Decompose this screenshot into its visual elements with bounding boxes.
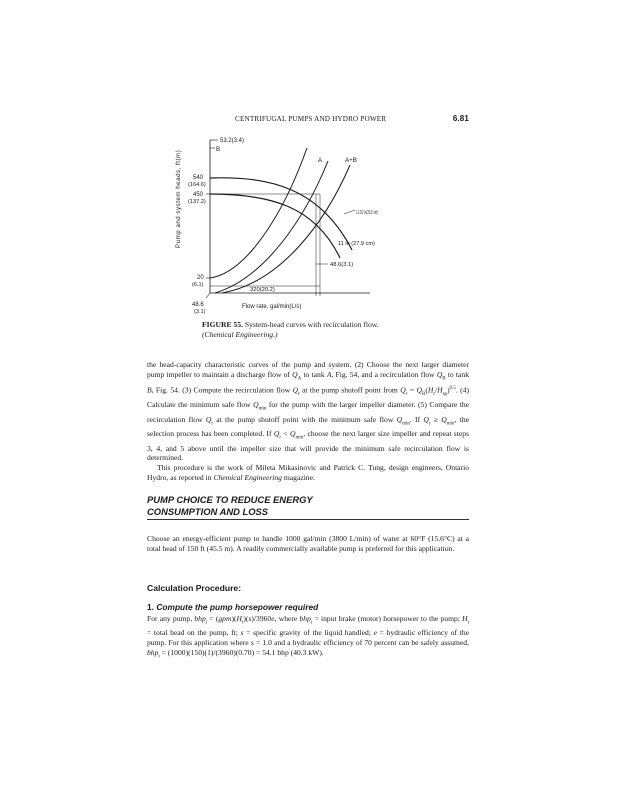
y-axis-label: Pump and system heads, ft(m): [175, 149, 182, 248]
section-heading: [147, 494, 469, 520]
paragraph-2: This procedure is the work of Mileta Mikasinovic and Patrick C. Tung, design engineers, Ontario Hydro, as reported in Chemical Engineering magazine.: [147, 463, 469, 483]
y-tick-540: 540: [193, 175, 204, 181]
y-tick-20-si: (6.1): [192, 282, 204, 288]
page-number: 6.81: [452, 114, 469, 123]
system-curve-ab: [222, 165, 350, 293]
y-tick-450: 450: [193, 192, 204, 198]
step-1-text: For any pump, $bhp_i = (gpm)(H_t)(s)/3960e$, where bhp$_i$ = input brake (motor) horsepower to the pump; $H_t$ = total head on the pump, ft; s = specific gravity of the liquid handled; e = hydraulic efficiency of the pump. For this application where s = 1.0 and a hydraulic efficiency of 70 percent can be safely assumed, bhp$_i$ = (1000)(150)(1)/(3960)(0.70) = 54.1 bhp (40.3 kW).: [147, 614, 470, 660]
figure-caption: [202, 320, 462, 340]
section-heading-line-2: CONSUMPTION AND LOSS: [147, 505, 269, 517]
pump-curve-small-impeller: [210, 194, 340, 258]
figure-label: FIGURE 55.: [202, 320, 243, 329]
y-tick-540-si: (164.6): [188, 182, 206, 188]
y-tick-486: 48.6: [192, 302, 204, 308]
top-head-label: 53.2(3.4): [220, 138, 245, 144]
x-axis-label: Flow rate, gal/min(L/s): [242, 304, 302, 310]
curve-label-ab: A+B: [345, 157, 357, 164]
calculation-heading: Calculation Procedure:: [147, 583, 242, 593]
problem-statement: [147, 534, 469, 554]
step-1-body: [147, 614, 469, 663]
flow-486-label: 48.6(3.1): [330, 262, 354, 268]
caption-source: (Chemical Engineering.): [202, 330, 278, 339]
y-tick-450-si: (137.2): [188, 199, 206, 205]
flow-320-label: 320(20.2): [250, 287, 275, 293]
running-title: CENTRIFUGAL PUMPS AND HYDRO POWER: [235, 115, 387, 123]
section-heading-line-1: PUMP CHOICE TO REDUCE ENERGY: [147, 494, 313, 505]
system-curve-b: [210, 148, 307, 278]
paragraph-1: the head-capacity characteristic curves of the pump and system. (2) Choose the next larger diameter pump impeller to maintain a discharge flow of $Q_A$ to tank A, Fig. 54, and a recirculation flow $Q_B$ to tank B, Fig. 54. (3) Compute the recirculation flow $Q_r$ at the pump shutoff point from $Q_r = Q_B(H_r/H_{sp})^{0.5}$. (4) Calculate the minimum safe flow $Q_{min}$ for the pump with the larger impeller diameter. (5) Compare the recirculation flow $Q_r$ at the pump shutoff point with the minimum safe flow $Q_{min}$. If $Q_r \ge Q_{min}$, the selection process has been completed. If $Q_r < Q_{min}$, choose the next larger size impeller and repeat steps 3, 4, and 5 above until the impeller size that will provide the minimum safe recirculation flow is determined.: [147, 360, 470, 463]
problem-text: Choose an energy-efficient pump to handle 1000 gal/min (3800 L/min) of water at 60°F (15.6°C) at a total head of 150 ft (45.5 m). A readily commercially available pump is preferred for this application.: [147, 534, 469, 553]
impeller-large-label: 11-1/2 in(29.2 cm): [356, 210, 379, 216]
step-title: Compute the pump horsepower required: [156, 602, 319, 612]
procedure-paragraph: [147, 360, 469, 483]
pump-curve-large-impeller: [210, 178, 352, 250]
y-tick-20: 20: [197, 275, 204, 281]
curve-label-b: B: [216, 146, 221, 153]
system-curve-a: [215, 161, 328, 293]
step-1-heading: [147, 602, 318, 612]
caption-text: System-head curves with recirculation flow.: [244, 320, 379, 329]
impeller-small-label: 11 in (27.9 cm): [338, 241, 375, 247]
system-head-figure: [170, 128, 380, 318]
y-tick-486-si: (3.1): [194, 309, 206, 315]
step-number: 1.: [147, 602, 154, 612]
curve-label-a: A: [318, 157, 323, 164]
